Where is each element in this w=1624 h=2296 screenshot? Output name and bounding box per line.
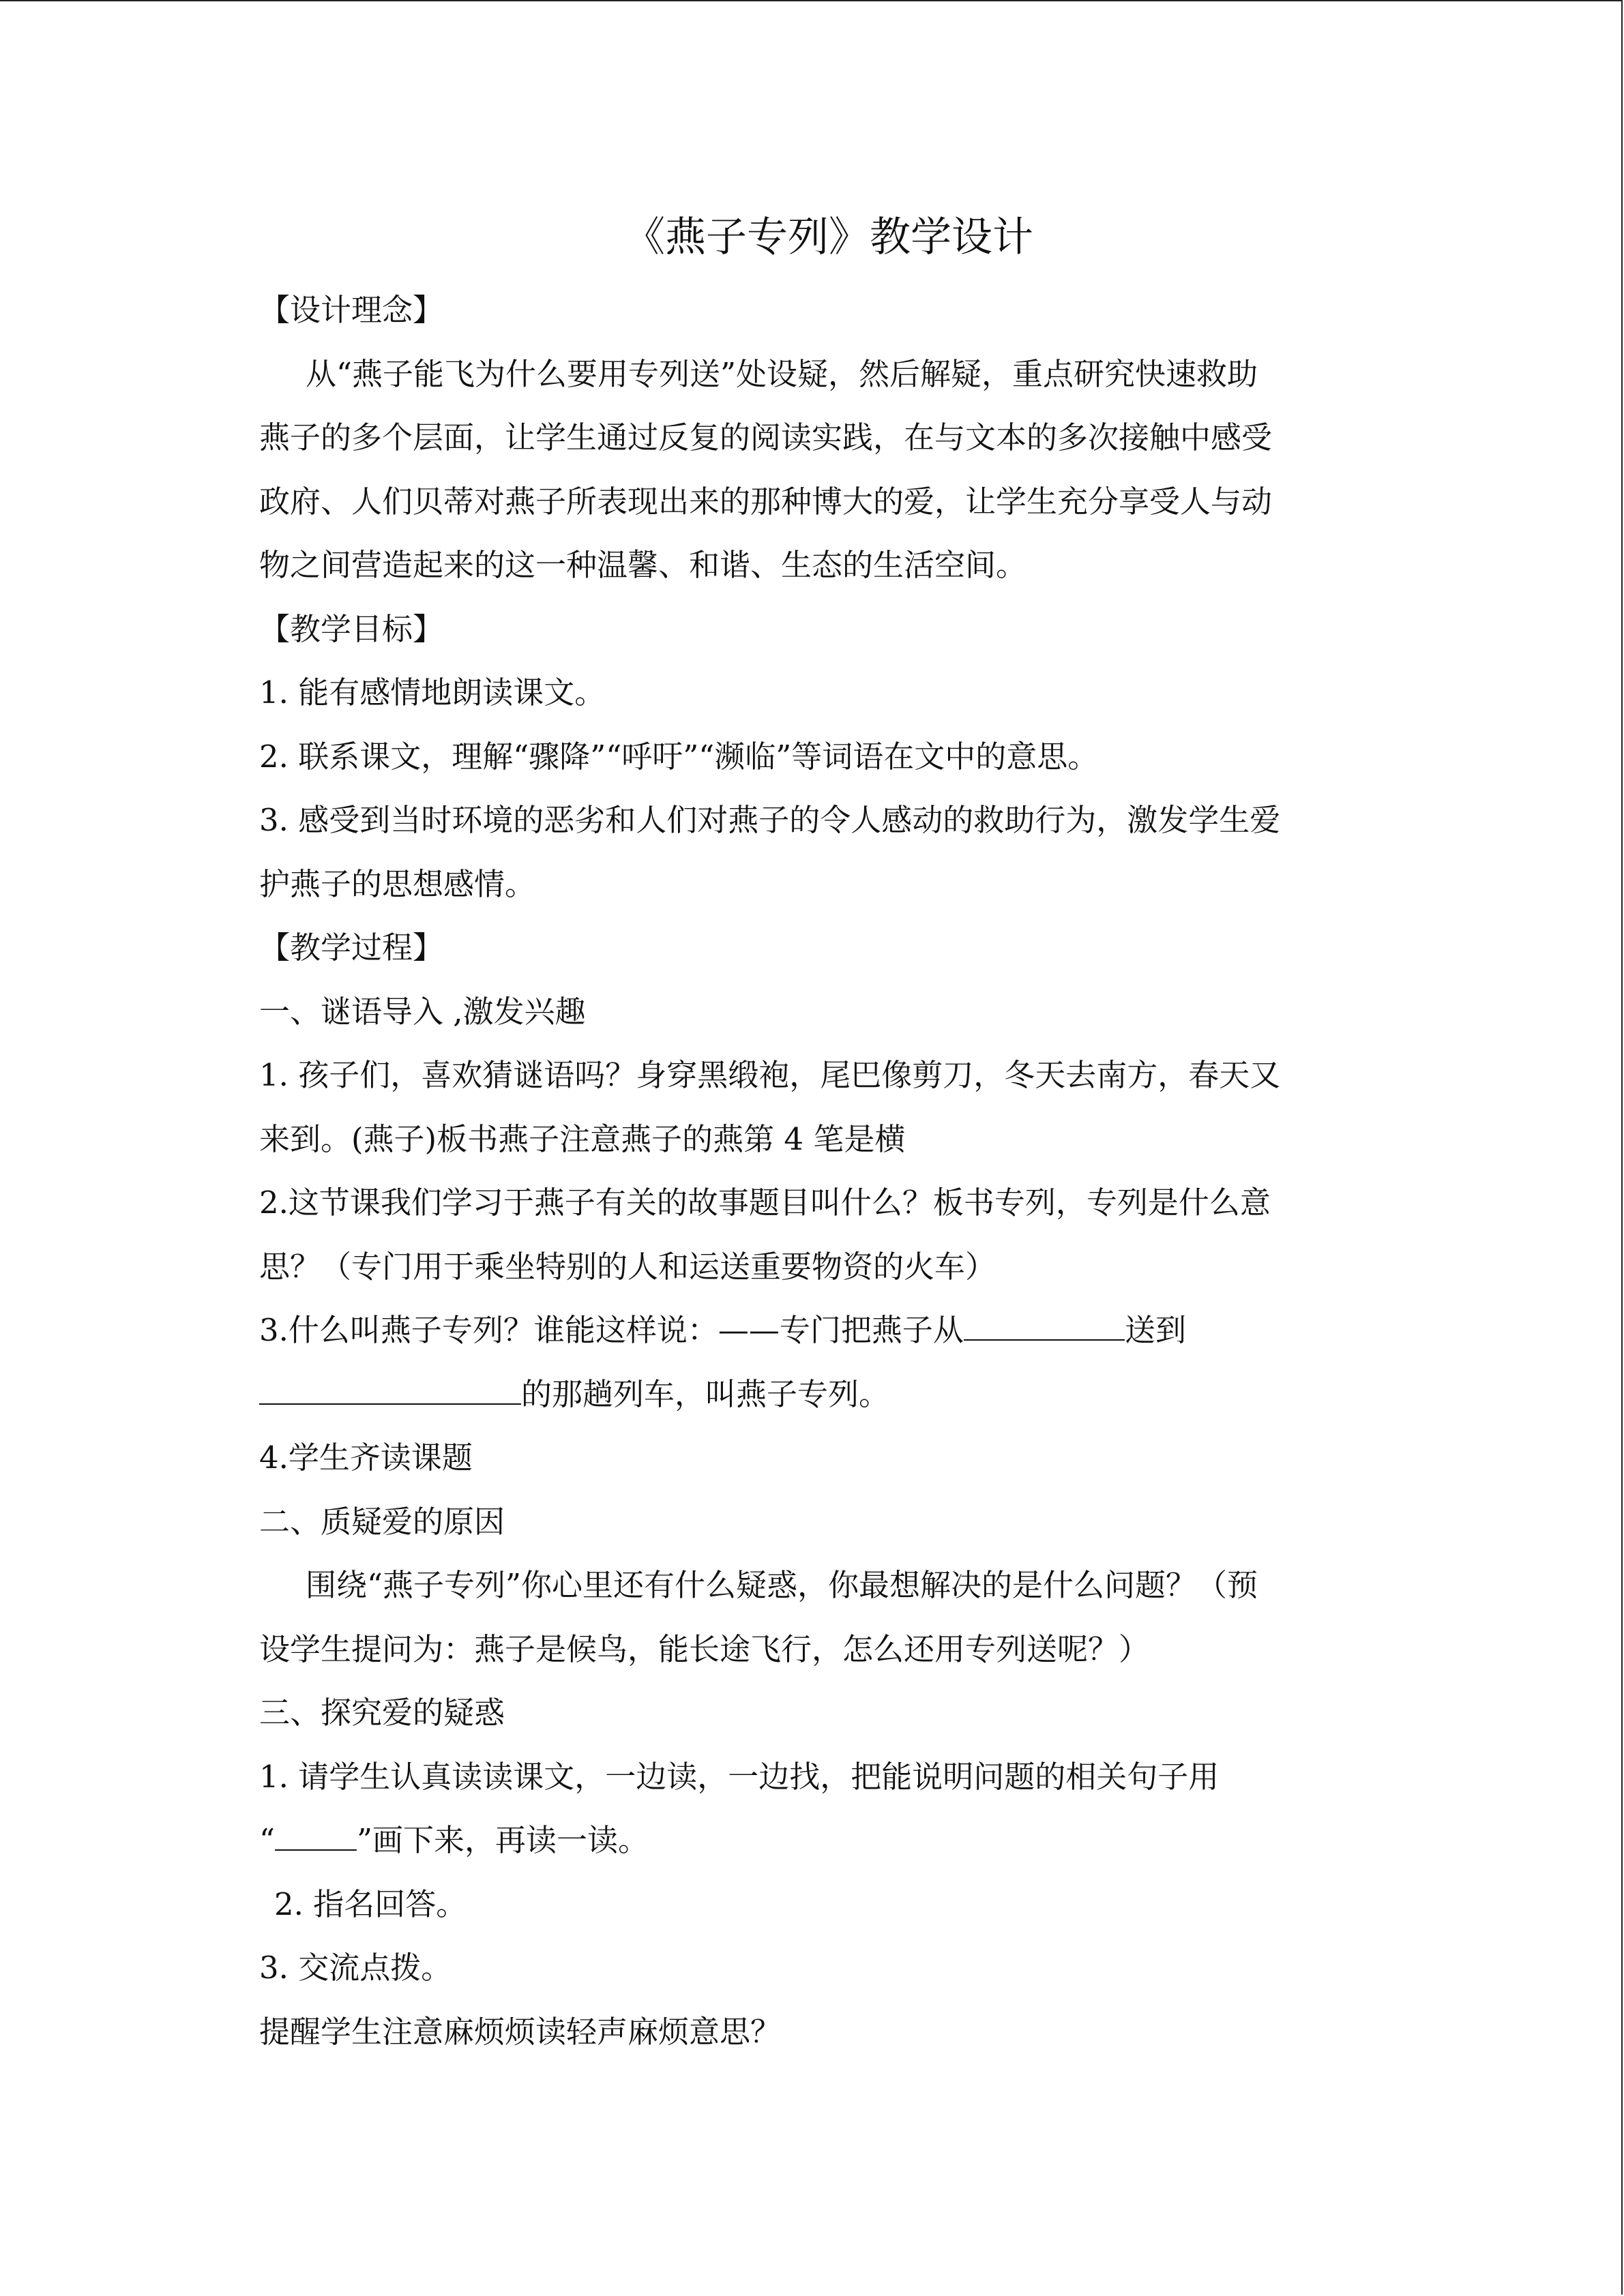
part-header: 一、谜语导入 ,激发兴趣: [259, 993, 586, 1030]
goal-item: 护燕子的思想感情。: [259, 865, 536, 902]
paragraph-line: 围绕“燕子专列”你心里还有什么疑惑，你最想解决的是什么问题？（预: [306, 1567, 1258, 1603]
fill-blank: [259, 1376, 521, 1405]
fill-blank-text: 3.什么叫燕子专列？谁能这样说：——专门把燕子从: [259, 1312, 964, 1348]
paragraph-line: 物之间营造起来的这一种温馨、和谐、生态的生活空间。: [259, 547, 1027, 583]
paragraph-line: 政府、人们贝蒂对燕子所表现出来的那种博大的爱，让学生充分享受人与动: [259, 483, 1273, 520]
paragraph-line: 从“燕子能飞为什么要用专列送”处设疑，然后解疑，重点研究快速救助: [306, 355, 1258, 392]
paragraph-line: 3. 交流点拨。: [259, 1950, 452, 1986]
paragraph-line: 设学生提问为：燕子是候鸟，能长途飞行，怎么还用专列送呢？）: [259, 1630, 1150, 1667]
paragraph-line: 思？（专门用于乘坐特别的人和运送重要物资的火车）: [259, 1248, 996, 1285]
fill-blank-text: 送到: [1124, 1312, 1186, 1348]
paragraph-line: 1. 孩子们，喜欢猜谜语吗？身穿黑缎袍，尾巴像剪刀，冬天去南方，春天又: [259, 1057, 1281, 1093]
paragraph-line: 来到。(燕子)板书燕子注意燕子的燕第 4 笔是横: [259, 1120, 906, 1157]
document-title: 《燕子专列》教学设计: [624, 213, 1033, 261]
paragraph-line: 4.学生齐读课题: [259, 1440, 473, 1476]
document-body: [259, 205, 1371, 2063]
part-header: 二、质疑爱的原因: [259, 1503, 505, 1540]
section-header-concept: 【设计理念】: [259, 292, 444, 328]
goal-item: 3. 感受到当时环境的恶劣和人们对燕子的令人感动的救助行为，激发学生爱: [259, 802, 1281, 838]
fill-blank: [275, 1822, 357, 1851]
section-header-process: 【教学过程】: [259, 929, 444, 966]
fill-blank-text: 的那趟列车，叫燕子专列。: [521, 1375, 890, 1412]
fill-blank-line: [259, 1298, 1371, 1362]
paragraph-line: 2.这节课我们学习于燕子有关的故事题目叫什么？板书专列，专列是什么意: [259, 1184, 1271, 1221]
section-header-goals: 【教学目标】: [259, 610, 444, 647]
fill-blank: [964, 1312, 1125, 1341]
quote-open: “: [259, 1822, 276, 1858]
goal-item: 2. 联系课文，理解“骤降”“呼吁”“濒临”等词语在文中的意思。: [259, 738, 1099, 775]
part-header: 三、探究爱的疑惑: [259, 1695, 505, 1731]
goal-item: 1. 能有感情地朗读课文。: [259, 674, 606, 711]
paragraph-line: 提醒学生注意麻烦烦读轻声麻烦意思？: [259, 2013, 782, 2050]
paragraph-line: 1. 请学生认真读读课文，一边读，一边找，把能说明问题的相关句子用: [259, 1758, 1220, 1795]
fill-blank-line: [259, 1362, 1371, 1427]
paragraph-line: 燕子的多个层面，让学生通过反复的阅读实践，在与文本的多次接触中感受: [259, 419, 1273, 456]
paragraph-line: 2. 指名回答。: [274, 1885, 467, 1922]
fill-blank-text: ”画下来，再读一读。: [357, 1822, 649, 1858]
fill-blank-line: [259, 1808, 1371, 1873]
